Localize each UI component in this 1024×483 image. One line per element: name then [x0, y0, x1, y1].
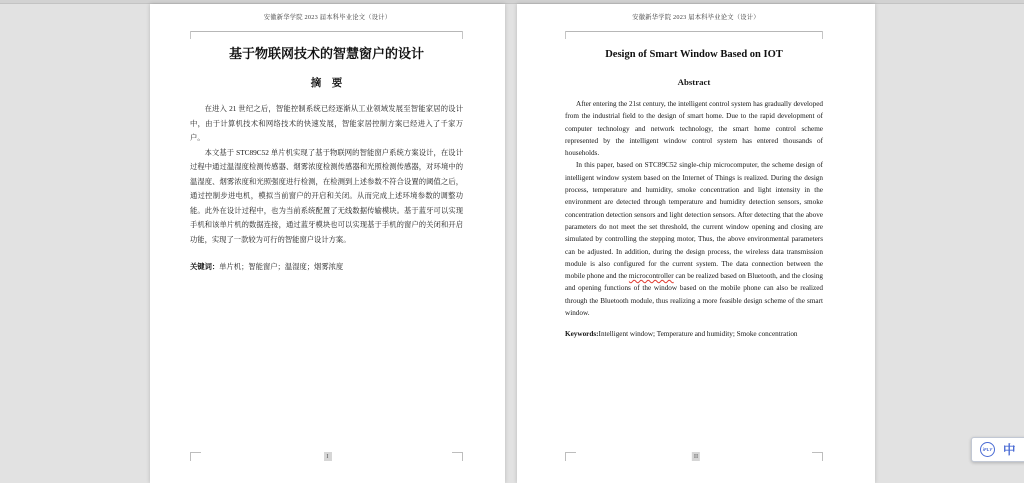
- text-boundary-mark: [565, 452, 576, 461]
- page-number-field: I: [324, 452, 332, 461]
- page-english-abstract[interactable]: [517, 4, 875, 483]
- paragraph-segment: In this paper, based on STC89C52 single-chip microcomputer, the scheme design of intelligent window system based on the Internet of Things is realized. During the design process, temperature and humidity, smoke concentration and light intensity in the environment are detected through temperature and humidity detection sensors, smoke concentration detection sensors and light detection sensors. After detecting that the above parameters do not meet the set threshold, the current window opening and closing are simulated by controlling the stepping motor, Thus, the above environmental parameters can be adjusted. In addition, during the design process, the wireless data transmission module is also configured for the current system. The data connection between the mobile phone and the: [565, 161, 823, 281]
- page-header-text: 安徽新华学院 2023 届本科毕业论文（设计）: [632, 14, 760, 21]
- page-content: [190, 40, 463, 274]
- abstract-paragraph: 在进入 21 世纪之后，智能控制系统已经逐渐从工业领域发展至智能家居的设计中，由于计算机技术和网络技术的快速发展，智能家居控制方案已经进入了千家万户。: [190, 104, 463, 143]
- spellcheck-flagged-word: microcontroller: [628, 272, 674, 281]
- text-boundary-mark: [190, 452, 201, 461]
- abstract-body-cn: [190, 102, 463, 247]
- header-rule: [190, 31, 463, 32]
- text-boundary-mark: [812, 452, 823, 461]
- thesis-title-en: Design of Smart Window Based on IOT: [605, 49, 783, 60]
- text-boundary-mark: [452, 452, 463, 461]
- paragraph-segment: can be realized based on Bluetooth, and the closing and opening functions of the window based on the mobile phone can also be realized through the Bluetooth module, thus realizing a more feasible design scheme of the smart window.: [565, 272, 824, 318]
- abstract-paragraph: [565, 159, 823, 319]
- abstract-heading-en: Abstract: [677, 77, 711, 87]
- abstract-paragraph: 本文基于 STC89C52 单片机实现了基于物联网的智能窗户系统方案设计，在设计过程中通过温湿度检测传感器、烟雾浓度检测传感器和光照检测传感器，对环境中的温湿度、烟雾浓度和光照强度进行检测，在检测到上述参数不符合设置的阈值之后，通过控制步进电机，模拟当前窗户的开启和关闭。从而完成上述环境参数的调整功能。此外在设计过程中，也为当前系统配置了无线数据传输模块。基于蓝牙可以实现手机和该单片机的数据连接，通过蓝牙模块也可以实现基于手机的窗户的关闭和开启功能，实现了一款较为可行的智能窗户设计方案。: [190, 147, 463, 244]
- ifly-logo-icon[interactable]: iFLY: [980, 442, 995, 457]
- keywords-line-cn: [190, 260, 463, 274]
- header-rule: [565, 31, 823, 32]
- abstract-body-en: [565, 98, 823, 319]
- abstract-heading-cn: 摘 要: [310, 78, 343, 89]
- keywords-label-cn: 关键词：: [190, 262, 220, 272]
- page-number-field: II: [693, 453, 699, 460]
- page-chinese-abstract[interactable]: [150, 4, 505, 483]
- keywords-text-en: Intelligent window; Temperature and humidity; Smoke concentration: [598, 330, 798, 339]
- keywords-label-en: Keywords:: [565, 330, 599, 339]
- keywords-line-en: [565, 328, 823, 340]
- keywords-text-cn: 单片机；智能窗户；温湿度；烟雾浓度: [219, 262, 344, 272]
- abstract-paragraph: After entering the 21st century, the intelligent control system has gradually developed from the industrial field to the design of smart home. Due to the rapid development of computer technology and network technology, the smart home control scheme represented by the intelligent window control system has entered thousands of households.: [565, 100, 823, 158]
- ime-toolbar[interactable]: [971, 437, 1024, 462]
- page-content: [565, 40, 823, 341]
- page-header-text: 安徽新华学院 2023 届本科毕业论文（设计）: [263, 14, 392, 21]
- thesis-title-cn: 基于物联网技术的智慧窗户的设计: [228, 46, 424, 61]
- ime-language-mode-button[interactable]: 中: [1003, 442, 1016, 457]
